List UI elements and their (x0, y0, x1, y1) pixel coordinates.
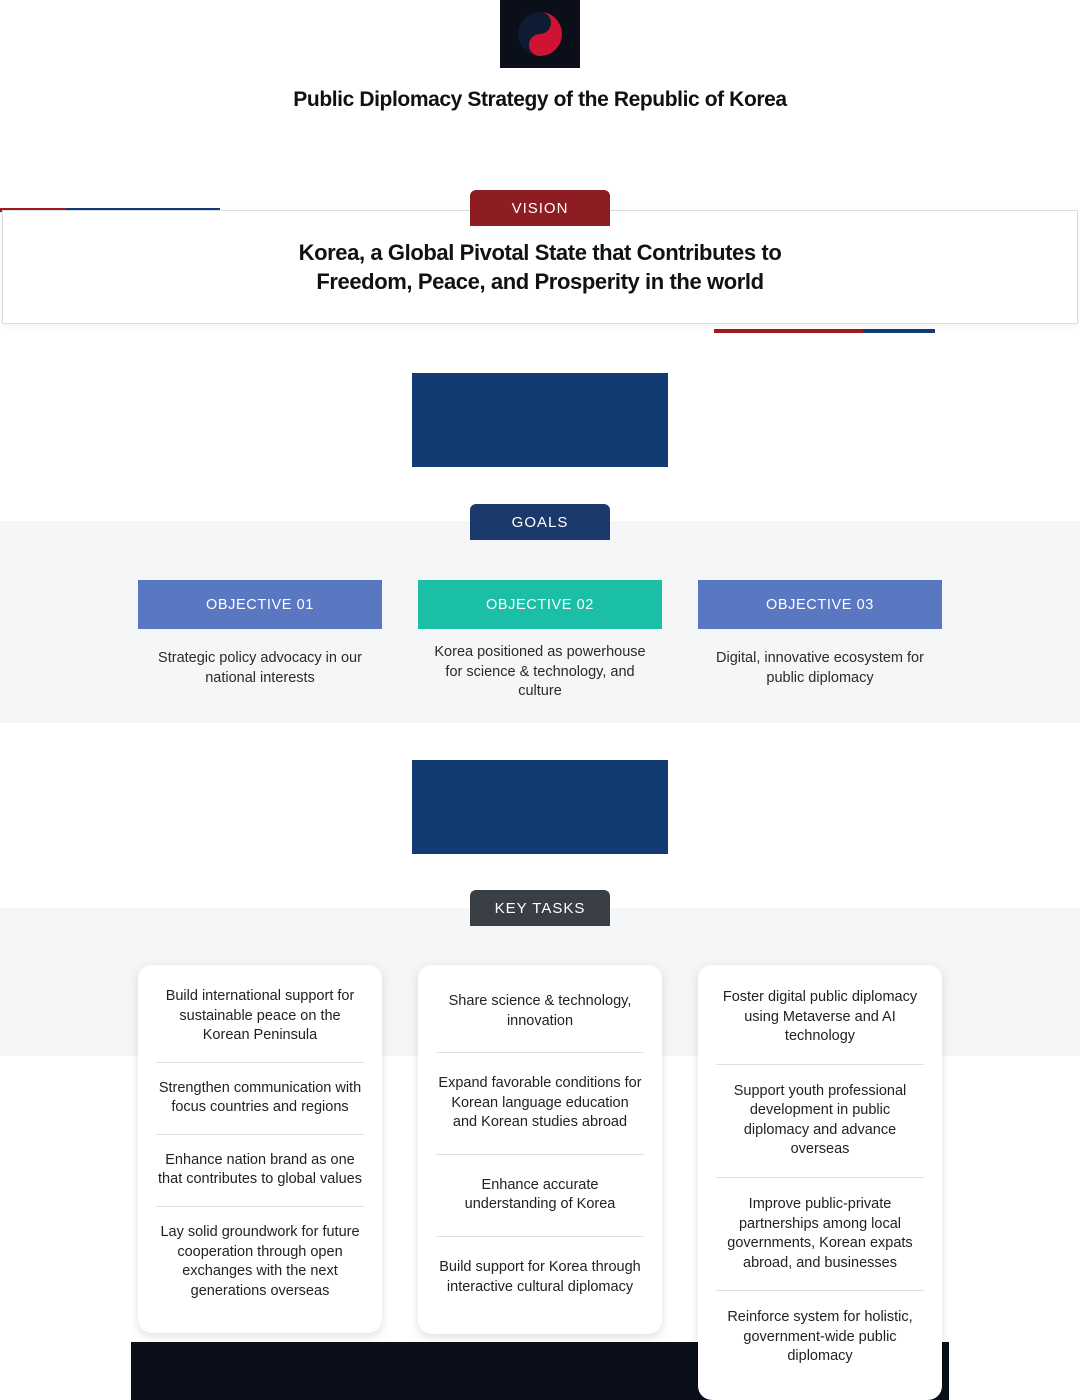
objective-card-01 (138, 580, 382, 718)
task-item: Strengthen communication with focus countries and regions (156, 1063, 364, 1135)
task-item: Improve public-private partnerships among local governments, Korean expats abroad, and businesses (716, 1178, 924, 1291)
vision-box (2, 210, 1078, 324)
objective-02-header: OBJECTIVE 02 (418, 580, 662, 629)
vision-tag: VISION (470, 190, 610, 226)
objective-01-text: Strategic policy advocacy in our national interests (138, 629, 382, 711)
objective-card-03 (698, 580, 942, 718)
task-item: Reinforce system for holistic, government-wide public diplomacy (727, 1309, 913, 1365)
objective-03-header: OBJECTIVE 03 (698, 580, 942, 629)
task-item: Support youth professional development in public diplomacy and advance overseas (716, 1065, 924, 1178)
page-title: Public Diplomacy Strategy of the Republic of Korea (293, 88, 787, 111)
task-item: Build international support for sustainable peace on the Korean Peninsula (156, 971, 364, 1063)
vision-line-1: Korea, a Global Pivotal State that Contributes to (298, 239, 782, 265)
objectives-row (138, 580, 942, 718)
goals-tag: GOALS (470, 504, 610, 540)
vision-statement (299, 238, 782, 296)
key-tasks-column-3 (698, 965, 942, 1400)
vision-line-2: Freedom, Peace, and Prosperity in the world (316, 269, 764, 294)
task-item: Expand favorable conditions for Korean language education and Korean studies abroad (436, 1053, 644, 1155)
objective-card-02 (418, 580, 662, 718)
task-item: Build support for Korea through interactive cultural diplomacy (439, 1258, 641, 1295)
objective-03-text: Digital, innovative ecosystem for public diplomacy (698, 629, 942, 711)
connector-arrow-vision-to-goals (412, 373, 668, 467)
connector-arrow-goals-to-tasks (412, 760, 668, 854)
key-tasks-cards (138, 965, 942, 1400)
key-tasks-column-2 (418, 965, 662, 1334)
task-item: Enhance accurate understanding of Korea (436, 1155, 644, 1237)
task-item: Foster digital public diplomacy using Metaverse and AI technology (716, 971, 924, 1065)
objective-01-header: OBJECTIVE 01 (138, 580, 382, 629)
korea-taegeuk-logo (500, 0, 580, 68)
accent-bar-right-red (714, 329, 868, 333)
key-tasks-tag: KEY TASKS (470, 890, 610, 926)
task-item: Lay solid groundwork for future cooperation through open exchanges with the next generations overseas (160, 1223, 360, 1299)
accent-bar-right-blue (863, 329, 935, 333)
objective-02-text: Korea positioned as powerhouse for science & technology, and culture (418, 629, 662, 718)
task-item: Enhance nation brand as one that contributes to global values (156, 1135, 364, 1207)
key-tasks-column-1 (138, 965, 382, 1333)
vision-section (0, 190, 1080, 345)
task-item: Share science & technology, innovation (436, 971, 644, 1053)
